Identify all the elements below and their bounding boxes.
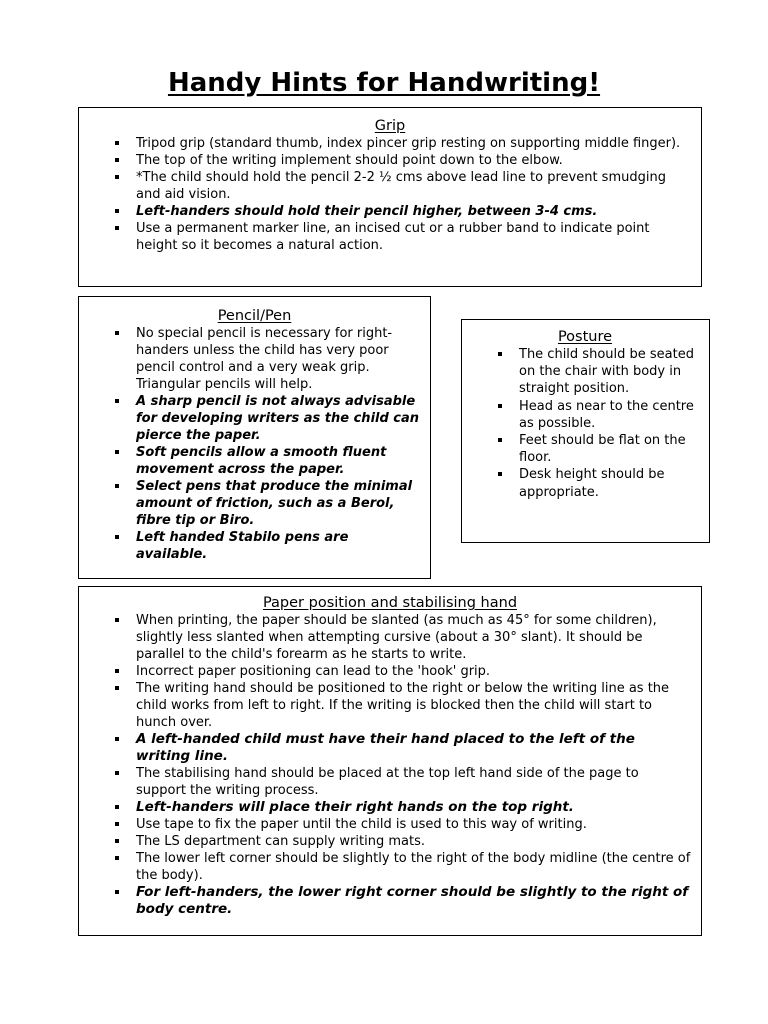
posture-list (519, 346, 701, 501)
list-item (519, 398, 701, 432)
list-item (136, 393, 420, 444)
square-bullet-icon (115, 535, 119, 539)
list-item-text: Tripod grip (standard thumb, index pincer grip resting on supporting middle finger). (136, 136, 681, 151)
list-item (519, 346, 701, 398)
list-item-text: Use a permanent marker line, an incised cut or a rubber band to indicate point height so it becomes a natural action. (136, 221, 650, 253)
posture-heading: Posture (557, 329, 613, 345)
list-item-text: The stabilising hand should be placed at the top left hand side of the page to support the writing process. (136, 766, 639, 798)
pencil-pen-heading: Pencil/Pen (217, 308, 292, 324)
list-item-text: Head as near to the centre as possible. (519, 398, 694, 431)
grip-section (78, 107, 702, 287)
list-item-text: The top of the writing implement should point down to the elbow. (136, 153, 563, 168)
list-item-text: Left handed Stabilo pens are available. (136, 530, 349, 562)
square-bullet-icon (115, 484, 119, 488)
list-item (519, 432, 701, 466)
list-item-text: A left-handed child must have their hand placed to the left of the writing line. (136, 731, 635, 764)
list-item-text: Soft pencils allow a smooth fluent movement across the paper. (136, 445, 387, 477)
list-item (136, 850, 691, 884)
square-bullet-icon (115, 890, 119, 894)
list-item-text: When printing, the paper should be slanted (as much as 45° for some children), slightly less slanted when attempting cursive (about a 30° slant). It should be parallel to the child's forearm as he starts to write. (136, 613, 657, 662)
list-item (136, 220, 691, 254)
list-item (136, 152, 691, 169)
square-bullet-icon (115, 771, 119, 775)
square-bullet-icon (115, 839, 119, 843)
list-item-text: The lower left corner should be slightly to the right of the body midline (the centre of the body). (136, 851, 691, 883)
paper-position-heading: Paper position and stabilising hand (262, 595, 518, 611)
list-item-text: The writing hand should be positioned to the right or below the writing line as the child works from left to right. If the writing is blocked then the child will start to hunch over. (136, 681, 670, 730)
square-bullet-icon (115, 618, 119, 622)
square-bullet-icon (115, 141, 119, 145)
list-item-text: Desk height should be appropriate. (519, 467, 665, 500)
list-item (136, 765, 691, 799)
list-item (136, 833, 691, 850)
list-item-text: For left-handers, the lower right corner should be slightly to the right of body centre. (136, 884, 689, 917)
square-bullet-icon (498, 438, 502, 442)
square-bullet-icon (115, 805, 119, 809)
list-item-text: No special pencil is necessary for right-handers unless the child has very poor pencil control and a very weak grip. Triangular pencils will help. (136, 326, 393, 392)
paper-position-section (78, 586, 702, 936)
pencil-pen-list (136, 325, 420, 563)
square-bullet-icon (115, 450, 119, 454)
list-item (136, 444, 420, 478)
list-item-text: Incorrect paper positioning can lead to the 'hook' grip. (136, 664, 491, 679)
list-item (136, 135, 691, 152)
square-bullet-icon (498, 472, 502, 476)
list-item-text: The child should be seated on the chair with body in straight position. (519, 347, 694, 397)
list-item (136, 816, 691, 833)
square-bullet-icon (115, 669, 119, 673)
list-item (136, 169, 691, 203)
list-item-text: *The child should hold the pencil 2-2 ½ cms above lead line to prevent smudging and aid vision. (136, 170, 666, 202)
square-bullet-icon (498, 404, 502, 408)
posture-section (461, 319, 710, 543)
square-bullet-icon (115, 175, 119, 179)
grip-list (136, 135, 691, 254)
square-bullet-icon (115, 209, 119, 213)
list-item (136, 203, 691, 220)
list-item (136, 884, 691, 918)
list-item (136, 799, 691, 816)
list-item (519, 466, 701, 500)
list-item (136, 325, 420, 393)
list-item (136, 529, 420, 563)
list-item-text: Left-handers should hold their pencil higher, between 3-4 cms. (136, 204, 598, 219)
list-item (136, 731, 691, 765)
square-bullet-icon (115, 399, 119, 403)
paper-position-list (136, 612, 691, 918)
list-item-text: Use tape to fix the paper until the child is used to this way of writing. (136, 817, 587, 832)
list-item-text: Feet should be flat on the floor. (519, 433, 686, 466)
list-item-text: Select pens that produce the minimal amount of friction, such as a Berol, fibre tip or Biro. (136, 479, 413, 528)
square-bullet-icon (115, 331, 119, 335)
list-item (136, 680, 691, 731)
list-item-text: Left-handers will place their right hands on the top right. (136, 799, 574, 815)
square-bullet-icon (115, 226, 119, 230)
square-bullet-icon (115, 856, 119, 860)
page-title: Handy Hints for Handwriting! (167, 68, 601, 98)
square-bullet-icon (115, 822, 119, 826)
pencil-pen-section (78, 296, 431, 579)
list-item (136, 478, 420, 529)
square-bullet-icon (115, 686, 119, 690)
grip-heading: Grip (374, 118, 406, 134)
square-bullet-icon (115, 737, 119, 741)
square-bullet-icon (115, 158, 119, 162)
list-item (136, 612, 691, 663)
square-bullet-icon (498, 352, 502, 356)
list-item-text: The LS department can supply writing mats. (136, 834, 425, 849)
list-item-text: A sharp pencil is not always advisable for developing writers as the child can pierce the paper. (136, 394, 420, 443)
list-item (136, 663, 691, 680)
